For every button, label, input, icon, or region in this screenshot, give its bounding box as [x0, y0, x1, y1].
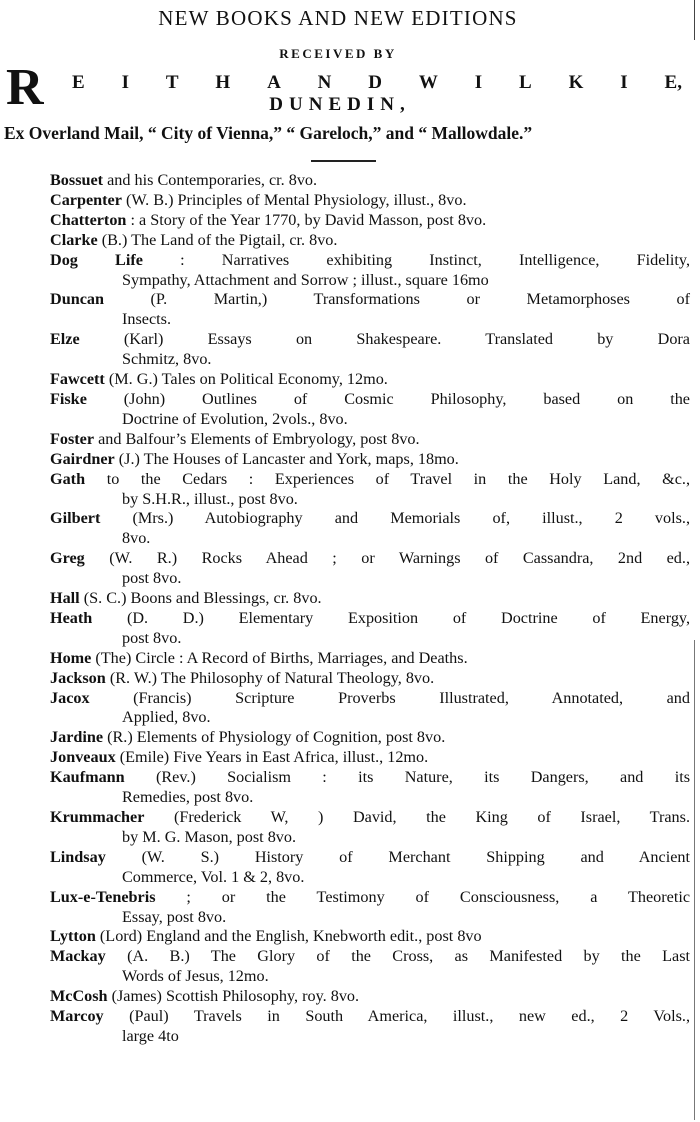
book-title: (John) Outlines of Cosmic Philosophy, based on the	[86, 389, 690, 408]
book-author: Lytton	[50, 927, 96, 946]
book-title-continuation: large 4to	[122, 1026, 179, 1045]
entry-first-line	[50, 450, 459, 468]
book-title: (W. R.) Rocks Ahead ; or Warnings of Cassandra, 2nd ed.,	[84, 549, 690, 568]
book-author: Home	[50, 648, 92, 667]
book-title: (R.) Elements of Physiology of Cognition, post 8vo.	[103, 728, 446, 747]
book-title: (The) Circle : A Record of Births, Marriages, and Deaths.	[91, 648, 468, 667]
list-item	[50, 191, 690, 211]
book-title-continuation: by S.H.R., illust., post 8vo.	[122, 489, 298, 508]
book-author: Fiske	[50, 389, 87, 408]
list-item	[50, 848, 690, 888]
book-author: Marcoy	[50, 1007, 104, 1026]
book-author: Elze	[50, 330, 80, 349]
entry-first-line	[50, 848, 690, 868]
book-title: (R. W.) The Philosophy of Natural Theology, 8vo.	[105, 668, 435, 687]
entry-first-line	[50, 330, 690, 350]
entry-first-line	[50, 171, 317, 189]
list-item	[50, 251, 690, 291]
book-title-continuation: Insects.	[122, 310, 171, 329]
book-title: (J.) The Houses of Lancaster and York, maps, 18mo.	[114, 449, 459, 468]
book-author: Gath	[50, 469, 86, 488]
book-author: Carpenter	[50, 190, 122, 209]
book-title-continuation: 8vo.	[122, 529, 151, 548]
list-item	[50, 430, 690, 450]
entry-first-line	[50, 251, 690, 271]
book-title: : a Story of the Year 1770, by David Masson, post 8vo.	[126, 210, 487, 229]
book-author: Lindsay	[50, 847, 106, 866]
book-author: Hall	[50, 589, 80, 608]
book-author: Fawcett	[50, 370, 105, 389]
book-author: Duncan	[50, 290, 104, 309]
book-author: Dog Life	[50, 250, 143, 269]
book-title: (Paul) Travels in South America, illust., new ed., 2 Vols.,	[103, 1007, 690, 1026]
list-item	[50, 390, 690, 430]
list-item	[50, 470, 690, 510]
entry-first-line	[50, 390, 690, 410]
entry-first-line	[50, 728, 445, 746]
book-author: Mackay	[50, 947, 106, 966]
list-item	[50, 1007, 690, 1047]
book-author: Jackson	[50, 668, 106, 687]
book-title-continuation: Applied, 8vo.	[122, 708, 211, 727]
firm-letter: L	[519, 72, 532, 93]
book-author: Jonveaux	[50, 748, 116, 767]
entry-first-line	[50, 987, 359, 1005]
firm-letter: E	[72, 72, 85, 93]
entry-first-line	[50, 689, 690, 709]
book-author: Lux-e-Tenebris	[50, 887, 156, 906]
book-title-continuation: Doctrine of Evolution, 2vols., 8vo.	[122, 409, 348, 428]
book-author: Gilbert	[50, 509, 101, 528]
entry-first-line	[50, 290, 690, 310]
book-author: Chatterton	[50, 210, 127, 229]
book-title: : Narratives exhibiting Instinct, Intelligence, Fidelity,	[142, 250, 690, 269]
entry-first-line	[50, 888, 690, 908]
entry-first-line	[50, 768, 690, 788]
book-author: Kaufmann	[50, 768, 125, 787]
list-item	[50, 768, 690, 808]
book-title: (Rev.) Socialism : its Nature, its Dangers, and its	[124, 768, 690, 787]
firm-letter: E,	[664, 72, 682, 93]
firm-letter: I	[620, 72, 628, 93]
entry-first-line	[50, 231, 337, 249]
book-author: Jacox	[50, 688, 90, 707]
entry-first-line	[50, 808, 690, 828]
list-item	[50, 808, 690, 848]
list-item	[50, 509, 690, 549]
book-title: (Lord) England and the English, Knebworth edit., post 8vo	[95, 927, 482, 946]
book-title: to the Cedars : Experiences of Travel in the Holy Land, &c.,	[85, 469, 690, 488]
entry-first-line	[50, 669, 434, 687]
divider	[311, 160, 376, 162]
book-title-continuation: post 8vo.	[122, 569, 182, 588]
list-item	[50, 549, 690, 589]
list-item	[50, 211, 690, 231]
entry-first-line	[50, 549, 690, 569]
book-title: (Emile) Five Years in East Africa, illust., 12mo.	[115, 748, 429, 767]
entry-first-line	[50, 470, 690, 490]
book-title-continuation: Schmitz, 8vo.	[122, 350, 212, 369]
column-rule	[694, 0, 695, 40]
book-author: Greg	[50, 549, 85, 568]
firm-letter: W	[418, 72, 438, 93]
book-author: Heath	[50, 608, 93, 627]
list-item	[50, 290, 690, 330]
list-item	[50, 748, 690, 768]
book-title-continuation: post 8vo.	[122, 628, 182, 647]
entry-first-line	[50, 589, 322, 607]
book-title-continuation: Words of Jesus, 12mo.	[122, 967, 269, 986]
book-title-continuation: Sympathy, Attachment and Sorrow ; illust., square 16mo	[122, 270, 489, 289]
entry-first-line	[50, 191, 467, 209]
list-item	[50, 728, 690, 748]
list-item	[50, 947, 690, 987]
book-author: Gairdner	[50, 449, 115, 468]
book-title: (W. B.) Principles of Mental Physiology, illust., 8vo.	[121, 190, 467, 209]
book-author: Foster	[50, 429, 95, 448]
book-title-continuation: Remedies, post 8vo.	[122, 788, 254, 807]
entry-first-line	[50, 927, 482, 945]
city-name: DUNEDIN,	[269, 94, 411, 115]
book-title: (D. D.) Elementary Exposition of Doctrine of Energy,	[92, 608, 690, 627]
entry-first-line	[50, 609, 690, 629]
entry-first-line	[50, 211, 486, 229]
book-title: (Frederick W, ) David, the King of Israel, Trans.	[144, 808, 690, 826]
list-item	[50, 888, 690, 928]
book-title: (S. C.) Boons and Blessings, cr. 8vo.	[79, 589, 322, 608]
book-title: (B.) The Land of the Pigtail, cr. 8vo.	[97, 230, 338, 249]
list-item	[50, 689, 690, 729]
list-item	[50, 330, 690, 370]
book-title: (M. G.) Tales on Political Economy, 12mo.	[104, 370, 388, 389]
book-title-continuation: Essay, post 8vo.	[122, 907, 227, 926]
list-item	[50, 231, 690, 251]
entry-first-line	[50, 509, 690, 529]
book-title: (Mrs.) Autobiography and Memorials of, illust., 2 vols.,	[100, 509, 690, 528]
firm-letter: D	[368, 72, 383, 93]
entry-first-line	[50, 1007, 690, 1027]
entry-first-line	[50, 649, 468, 667]
list-item	[50, 171, 690, 191]
book-author: Bossuet	[50, 171, 104, 189]
firm-letter: K	[568, 72, 584, 93]
book-title: (A. B.) The Glory of the Cross, as Manifested by the Last	[105, 947, 690, 966]
list-item	[50, 450, 690, 470]
book-title-continuation: by M. G. Mason, post 8vo.	[122, 827, 297, 846]
list-item	[50, 649, 690, 669]
list-item	[50, 987, 690, 1007]
list-item	[50, 927, 690, 947]
received-by-label: RECEIVED BY	[279, 46, 397, 61]
firm-letter: N	[317, 72, 332, 93]
column-rule	[694, 640, 695, 1120]
book-title: (Karl) Essays on Shakespeare. Translated by Dora	[79, 330, 690, 349]
book-title: and Balfour’s Elements of Embryology, post 8vo.	[94, 429, 420, 448]
entry-first-line	[50, 430, 420, 448]
drop-initial: R	[6, 59, 44, 116]
firm-name	[72, 72, 682, 94]
book-title: (Francis) Scripture Proverbs Illustrated, Annotated, and	[89, 688, 690, 707]
book-title: (P. Martin,) Transformations or Metamorphoses of	[103, 290, 690, 309]
firm-letter: I	[121, 72, 129, 93]
book-title-continuation: Commerce, Vol. 1 & 2, 8vo.	[122, 867, 305, 886]
page-title: NEW BOOKS AND NEW EDITIONS	[158, 6, 518, 30]
list-item	[50, 589, 690, 609]
entry-first-line	[50, 947, 690, 967]
firm-letter: H	[215, 72, 231, 93]
book-title: and his Contemporaries, cr. 8vo.	[103, 171, 318, 189]
book-list	[50, 171, 690, 1047]
list-item	[50, 370, 690, 390]
book-title: ; or the Testimony of Consciousness, a Theoretic	[155, 887, 690, 906]
book-author: Jardine	[50, 728, 104, 747]
book-author: Krummacher	[50, 808, 145, 826]
book-author: Clarke	[50, 230, 98, 249]
entry-first-line	[50, 370, 388, 388]
book-author: McCosh	[50, 987, 108, 1006]
list-item	[50, 669, 690, 689]
shipment-line: Ex Overland Mail, “ City of Vienna,” “ Gareloch,” and “ Mallowdale.”	[4, 123, 533, 143]
firm-letter: A	[267, 72, 281, 93]
entry-first-line	[50, 748, 428, 766]
list-item	[50, 609, 690, 649]
book-title: (James) Scottish Philosophy, roy. 8vo.	[107, 987, 360, 1006]
firm-letter: I	[474, 72, 483, 93]
book-title: (W. S.) History of Merchant Shipping and Ancient	[105, 847, 690, 866]
firm-letter: T	[165, 72, 179, 93]
